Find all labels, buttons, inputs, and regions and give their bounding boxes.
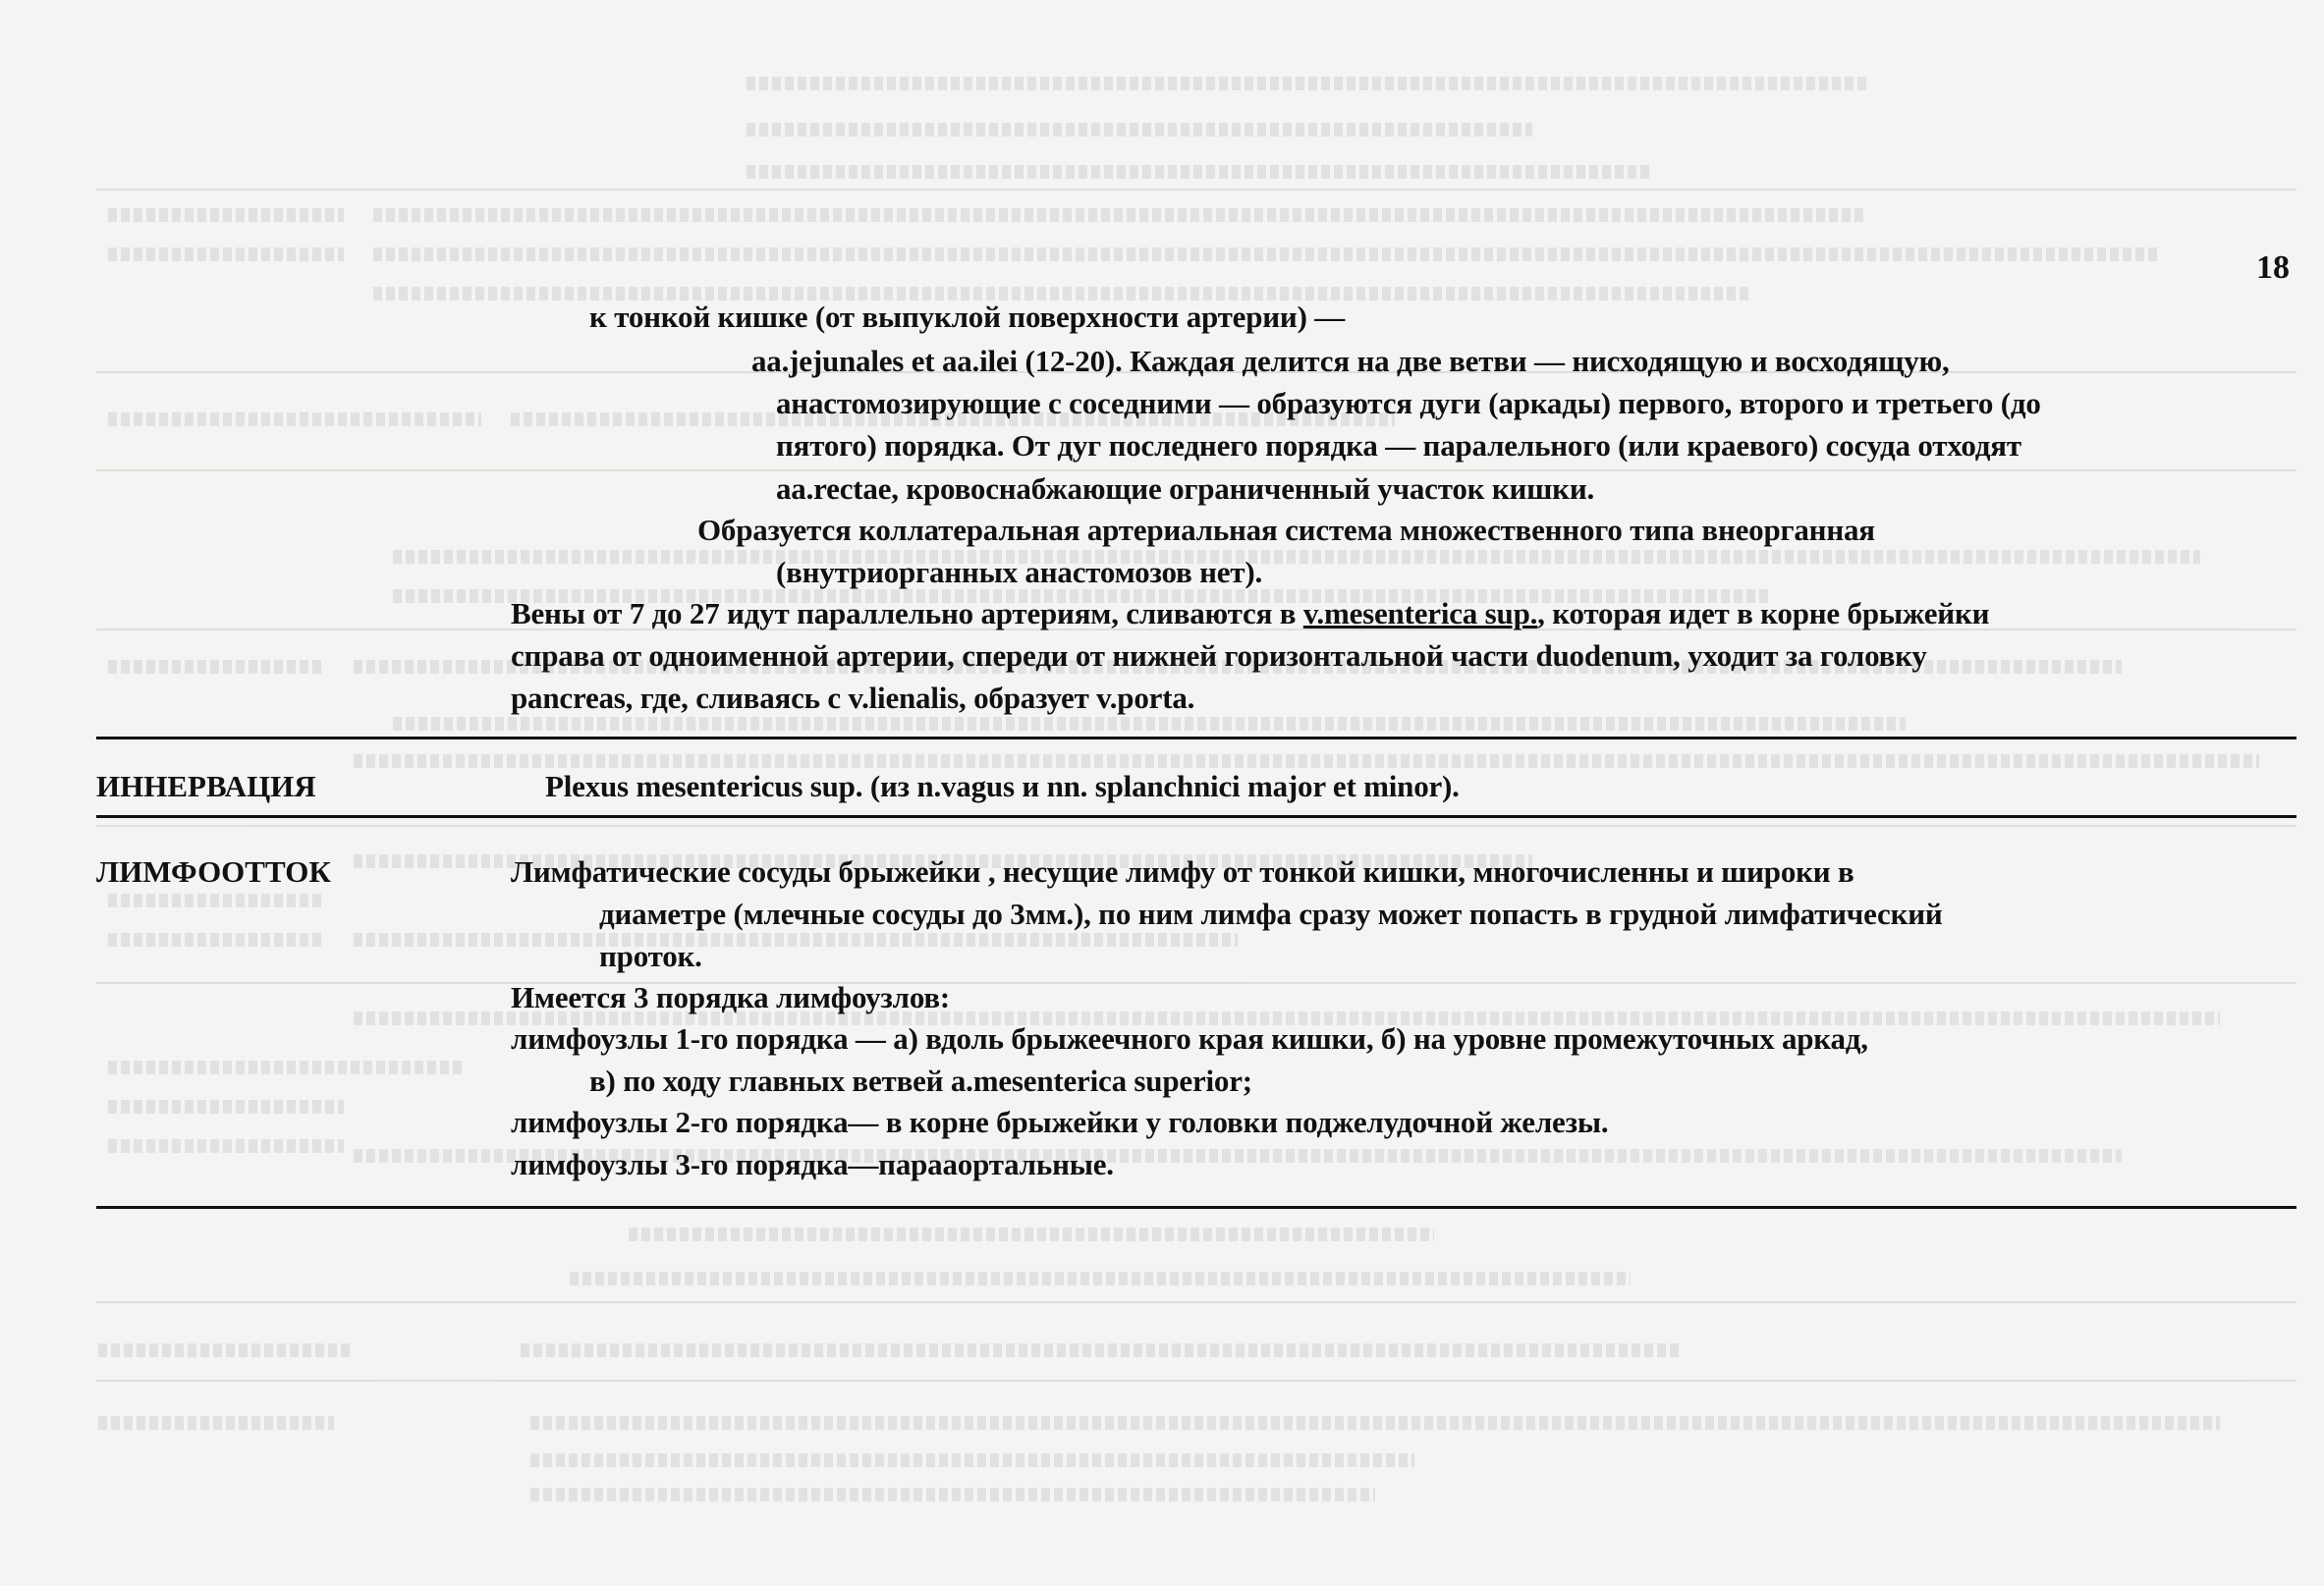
innervation-text: Plexus mesentericus sup. (из n.vagus и nn. splanchnici major et minor). [545, 769, 1460, 803]
collateral-text-line: (внутриорганных анастомозов нет). [776, 555, 1263, 589]
lymph-text-line: лимфоузлы 1-го порядка — а) вдоль брыжеечного края кишки, б) на уровне промежуточных аркад, [511, 1021, 1868, 1056]
lymph-label: ЛИМФООТТОК [96, 854, 331, 889]
lymph-text-line: Лимфатические сосуды брыжейки , несущие лимфу от тонкой кишки, многочисленны и широки в [511, 854, 1854, 889]
arteries-intro-text: к тонкой кишке (от выпуклой поверхности артерии) — [589, 300, 1346, 334]
lymph-text-line: проток. [599, 939, 702, 973]
arteries-text-line: aa.rectae, кровоснабжающие ограниченный участок кишки. [776, 471, 1595, 506]
veins-text-line [511, 596, 1989, 631]
lymph-text-line: Имеется 3 порядка лимфоузлов: [511, 980, 951, 1014]
section-divider [96, 815, 2296, 818]
veins-text-line: справа от одноименной артерии, спереди от нижней горизонтальной части duodenum, уходит за головку [511, 638, 1927, 673]
innervation-label: ИННЕРВАЦИЯ [96, 769, 316, 803]
section-divider [96, 1206, 2296, 1209]
arteries-text-line: aa.jejunales et aa.ilei (12-20). Каждая делится на две ветви — нисходящую и восходящую, [751, 344, 1950, 378]
vena-mesenterica-term: v.mesenterica sup. [1302, 596, 1538, 630]
veins-text-line: pancreas, где, сливаясь с v.lienalis, образует v.porta. [511, 681, 1195, 715]
lymph-text-line: лимфоузлы 3-го порядка—парааортальные. [511, 1147, 1114, 1181]
page-number: 18 [2256, 249, 2290, 286]
lymph-text-line: лимфоузлы 2-го порядка— в корне брыжейки у головки поджелудочной железы. [511, 1105, 1609, 1139]
section-divider [96, 737, 2296, 739]
arteries-text-line: анастомозирующие с соседними — образуются дуги (аркады) первого, второго и третьего (до [776, 386, 2041, 420]
veins-text-start: Вены от 7 до 27 идут параллельно артериям, сливаются в [511, 596, 1303, 630]
collateral-text-line: Образуется коллатеральная артериальная система множественного типа внеорганная [697, 513, 1875, 547]
arteries-text-line: пятого) порядка. От дуг последнего порядка — паралельного (или краевого) сосуда отходят [776, 428, 2021, 463]
veins-text-end: , которая идет в корне брыжейки [1537, 596, 1990, 630]
lymph-text-line: в) по ходу главных ветвей a.mesenterica superior; [589, 1064, 1252, 1098]
lymph-text-line: диаметре (млечные сосуды до 3мм.), по ним лимфа сразу может попасть в грудной лимфатический [599, 897, 1943, 931]
